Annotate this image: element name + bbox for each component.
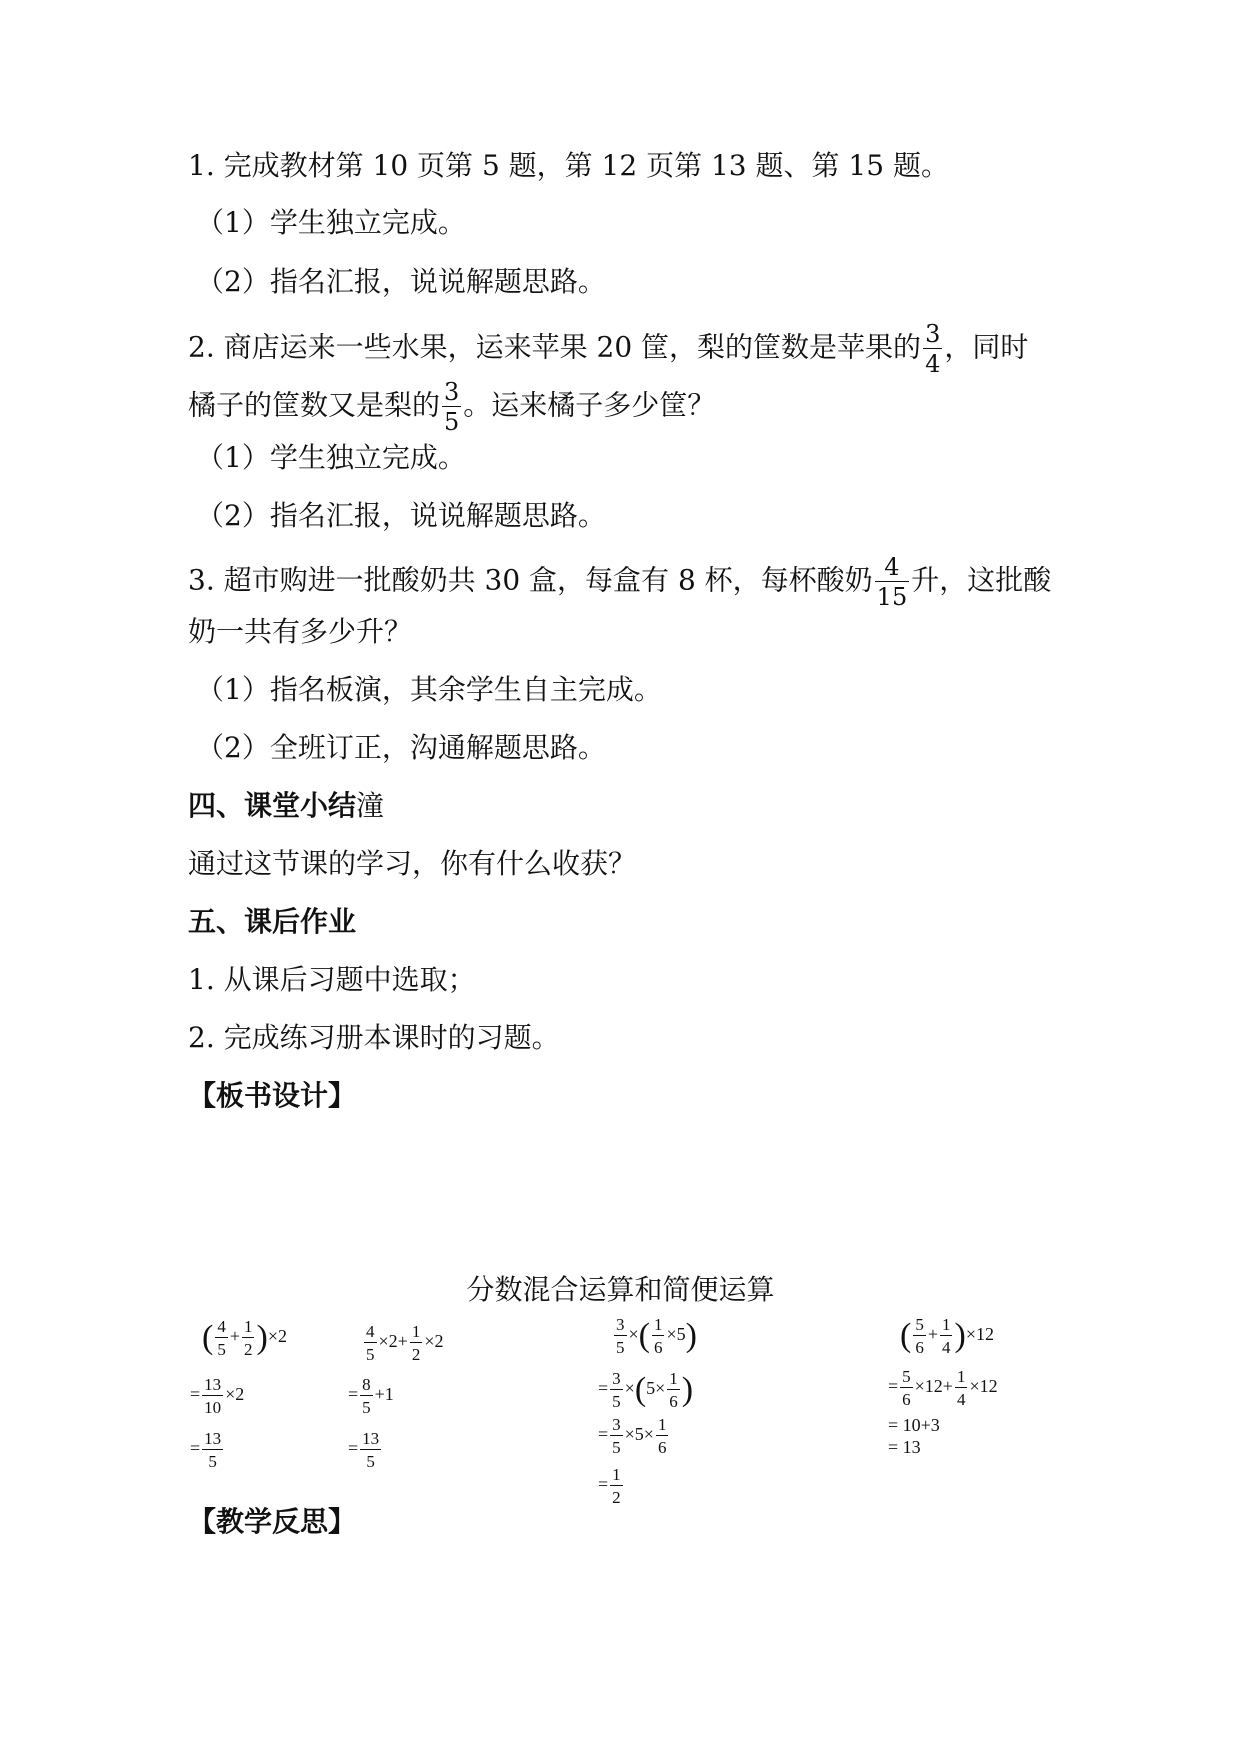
- text-line: 奶一共有多少升？: [188, 615, 413, 648]
- text-line: （1）学生独立完成。: [196, 206, 466, 239]
- board-expression: = $\frac{8}{5}$ +1: [348, 1375, 394, 1417]
- text-line: （1）指名板演，其余学生自主完成。: [196, 673, 662, 706]
- board-expression: ( $\frac{4}{5}$ + $\frac{1}{2}$ )×2: [202, 1317, 287, 1359]
- board-title: 分数混合运算和简便运算: [466, 1273, 775, 1306]
- section-heading: 五、课后作业: [188, 905, 357, 938]
- text-line: 1. 从课后习题中选取；: [188, 963, 476, 996]
- board-expression: $\frac{4}{5}$ ×2+ $\frac{1}{2}$ ×2: [366, 1322, 444, 1364]
- board-expression: = $\frac{3}{5}$ ×5× $\frac{1}{6}$: [598, 1415, 667, 1457]
- text-line: （1）学生独立完成。: [196, 441, 466, 474]
- board-expression: = $\frac{5}{6}$ ×12+ $\frac{1}{4}$ ×12: [888, 1367, 998, 1409]
- board-expression: = $\frac{13}{5}$: [348, 1429, 380, 1471]
- fraction: $\frac{3}{4}$: [925, 320, 941, 378]
- text-line: 2. 商店运来一些水果，运来苹果 20 筐，梨的筐数是苹果的 $\frac{3}{4}$ ，同时: [188, 320, 1029, 378]
- text-line: 3. 超市购进一批酸奶共 30 盒，每盒有 8 杯，每杯酸奶 $\frac{4}{15}$ 升，这批酸: [188, 553, 1052, 611]
- text-line: （2）全班订正，沟通解题思路。: [196, 731, 606, 764]
- section-heading: 四、课堂小结潼: [188, 789, 385, 822]
- board-heading: 【板书设计】: [188, 1079, 357, 1112]
- board-expression: = $\frac{13}{10}$ ×2: [190, 1375, 245, 1417]
- text-line: （2）指名汇报，说说解题思路。: [196, 499, 606, 532]
- reflection-heading: 【教学反思】: [188, 1505, 357, 1538]
- text-line: 通过这节课的学习，你有什么收获？: [188, 847, 637, 880]
- board-expression: = $\frac{3}{5}$ ×(5× $\frac{1}{6}$ ): [598, 1369, 694, 1411]
- board-expression: $\frac{3}{5}$ ×( $\frac{1}{6}$ ×5): [616, 1315, 697, 1357]
- text-line: 橘子的筐数又是梨的 $\frac{3}{5}$ 。运来橘子多少筐？: [188, 378, 716, 436]
- board-expression: = $\frac{13}{5}$: [190, 1429, 222, 1471]
- text-line: 1. 完成教材第 10 页第 5 题，第 12 页第 13 题、第 15 题。: [188, 149, 949, 182]
- board-expression: = $\frac{1}{2}$: [598, 1465, 621, 1507]
- board-expression: ( $\frac{5}{6}$ + $\frac{1}{4}$ )×12: [900, 1315, 994, 1357]
- text-line: 2. 完成练习册本课时的习题。: [188, 1021, 560, 1054]
- board-expression: = 13: [888, 1437, 921, 1457]
- fraction: $\frac{3}{5}$: [444, 378, 460, 436]
- board-expression: = 10+3: [888, 1415, 940, 1435]
- text-line: （2）指名汇报，说说解题思路。: [196, 265, 606, 298]
- fraction: $\frac{4}{15}$: [876, 553, 908, 611]
